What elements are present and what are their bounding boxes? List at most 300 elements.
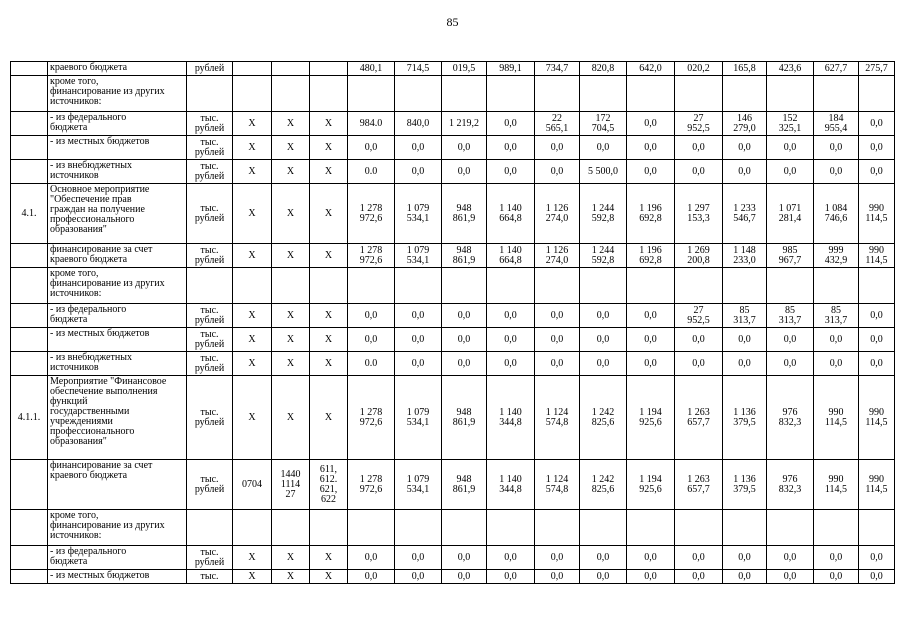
value-cell (814, 76, 859, 112)
code-cell: X (310, 160, 348, 184)
value-cell (814, 510, 859, 546)
value-cell: 0,0 (627, 328, 675, 352)
value-cell: 152 325,1 (767, 112, 814, 136)
row-number-cell (11, 268, 48, 304)
value-cell: 275,7 (859, 62, 895, 76)
value-cell: 0,0 (487, 546, 535, 570)
value-cell: 0,0 (535, 304, 580, 328)
value-cell: 1 136 379,5 (723, 376, 767, 460)
row-name-cell: финансирование за счет краевого бюджета (48, 244, 187, 268)
unit-cell: тыс. рублей (187, 136, 233, 160)
value-cell: 0,0 (723, 352, 767, 376)
code-cell (233, 62, 272, 76)
row-name-cell: краевого бюджета (48, 62, 187, 76)
value-cell: 840,0 (395, 112, 442, 136)
value-cell (814, 268, 859, 304)
code-cell: X (233, 244, 272, 268)
table-row (11, 304, 895, 328)
row-number-cell (11, 352, 48, 376)
value-cell: 1 263 657,7 (675, 376, 723, 460)
value-cell: 0,0 (859, 352, 895, 376)
row-number-cell: 4.1. (11, 184, 48, 244)
value-cell (627, 76, 675, 112)
row-number-cell (11, 328, 48, 352)
value-cell: 480,1 (348, 62, 395, 76)
code-cell: X (310, 570, 348, 584)
value-cell: 990 114,5 (859, 184, 895, 244)
code-cell (272, 510, 310, 546)
row-number-cell: 4.1.1. (11, 376, 48, 460)
value-cell: 734,7 (535, 62, 580, 76)
value-cell: 5 500,0 (580, 160, 627, 184)
code-cell: X (233, 546, 272, 570)
code-cell: X (233, 570, 272, 584)
value-cell: 0,0 (348, 328, 395, 352)
unit-cell: тыс. рублей (187, 112, 233, 136)
value-cell: 0,0 (580, 136, 627, 160)
unit-cell: рублей (187, 62, 233, 76)
value-cell: 165,8 (723, 62, 767, 76)
value-cell (859, 510, 895, 546)
value-cell (675, 510, 723, 546)
value-cell: 0,0 (535, 328, 580, 352)
value-cell: 948 861,9 (442, 184, 487, 244)
code-cell: 1440 1114 27 (272, 460, 310, 510)
value-cell: 1 140 664,8 (487, 244, 535, 268)
value-cell (535, 76, 580, 112)
value-cell: 020,2 (675, 62, 723, 76)
value-cell: 85 313,7 (767, 304, 814, 328)
value-cell (859, 76, 895, 112)
value-cell: 0,0 (348, 570, 395, 584)
value-cell: 1 140 344,8 (487, 376, 535, 460)
code-cell: X (310, 352, 348, 376)
value-cell: 0,0 (627, 546, 675, 570)
value-cell (442, 268, 487, 304)
value-cell: 0,0 (627, 112, 675, 136)
value-cell: 1 244 592,8 (580, 244, 627, 268)
value-cell: 0,0 (723, 546, 767, 570)
value-cell: 0,0 (723, 328, 767, 352)
unit-cell (187, 268, 233, 304)
table-row (11, 62, 895, 76)
value-cell: 1 278 972,6 (348, 376, 395, 460)
value-cell: 0,0 (627, 352, 675, 376)
value-cell: 0,0 (487, 352, 535, 376)
table-row (11, 184, 895, 244)
value-cell (395, 268, 442, 304)
value-cell (767, 510, 814, 546)
value-cell: 0,0 (487, 112, 535, 136)
value-cell (859, 268, 895, 304)
value-cell: 1 196 692,8 (627, 244, 675, 268)
value-cell: 0,0 (675, 352, 723, 376)
code-cell (310, 76, 348, 112)
table-row (11, 510, 895, 546)
value-cell: 0,0 (442, 570, 487, 584)
value-cell: 0.0 (348, 352, 395, 376)
code-cell: X (272, 160, 310, 184)
value-cell: 0,0 (627, 160, 675, 184)
code-cell: X (272, 546, 310, 570)
value-cell: 0,0 (814, 546, 859, 570)
value-cell: 0,0 (814, 570, 859, 584)
row-number-cell (11, 570, 48, 584)
value-cell: 0,0 (487, 136, 535, 160)
value-cell (723, 268, 767, 304)
value-cell: 0,0 (535, 136, 580, 160)
value-cell: 948 861,9 (442, 460, 487, 510)
value-cell: 642,0 (627, 62, 675, 76)
value-cell: 0,0 (442, 304, 487, 328)
value-cell: 0,0 (767, 136, 814, 160)
code-cell (233, 510, 272, 546)
table-row (11, 570, 895, 584)
value-cell (348, 268, 395, 304)
value-cell: 1 079 534,1 (395, 184, 442, 244)
value-cell: 948 861,9 (442, 244, 487, 268)
value-cell: 0,0 (767, 160, 814, 184)
value-cell (442, 76, 487, 112)
table-row (11, 136, 895, 160)
value-cell: 22 565,1 (535, 112, 580, 136)
table-row (11, 328, 895, 352)
value-cell: 0,0 (767, 328, 814, 352)
code-cell: X (233, 112, 272, 136)
code-cell: X (310, 328, 348, 352)
table-row (11, 460, 895, 510)
value-cell: 985 967,7 (767, 244, 814, 268)
value-cell (675, 268, 723, 304)
code-cell: X (272, 112, 310, 136)
value-cell: 1 194 925,6 (627, 460, 675, 510)
value-cell: 0,0 (395, 160, 442, 184)
value-cell: 0.0 (348, 160, 395, 184)
value-cell (442, 510, 487, 546)
value-cell: 184 955,4 (814, 112, 859, 136)
value-cell: 0,0 (627, 570, 675, 584)
value-cell: 0,0 (859, 304, 895, 328)
code-cell: X (233, 136, 272, 160)
code-cell: 0704 (233, 460, 272, 510)
value-cell: 0,0 (859, 546, 895, 570)
value-cell: 0,0 (535, 546, 580, 570)
value-cell: 1 233 546,7 (723, 184, 767, 244)
value-cell (580, 268, 627, 304)
code-cell: X (272, 304, 310, 328)
value-cell: 0,0 (814, 136, 859, 160)
value-cell: 820,8 (580, 62, 627, 76)
value-cell: 0,0 (395, 136, 442, 160)
value-cell: 0,0 (348, 304, 395, 328)
value-cell (487, 268, 535, 304)
value-cell: 0,0 (487, 304, 535, 328)
row-number-cell (11, 510, 48, 546)
value-cell: 0,0 (442, 546, 487, 570)
value-cell: 0,0 (723, 136, 767, 160)
value-cell: 0,0 (859, 112, 895, 136)
table-row (11, 376, 895, 460)
value-cell: 27 952,5 (675, 112, 723, 136)
code-cell: X (310, 184, 348, 244)
row-number-cell (11, 62, 48, 76)
value-cell: 714,5 (395, 62, 442, 76)
value-cell: 1 196 692,8 (627, 184, 675, 244)
value-cell: 0,0 (580, 352, 627, 376)
row-name-cell: Мероприятие "Финансовое обеспечение выполнения функций государственными учреждениями профессионального образования" (48, 376, 187, 460)
value-cell: 976 832,3 (767, 376, 814, 460)
value-cell: 1 244 592,8 (580, 184, 627, 244)
row-name-cell: Основное мероприятие "Обеспечение прав граждан на получение профессионального образования" (48, 184, 187, 244)
code-cell: X (272, 328, 310, 352)
row-number-cell (11, 546, 48, 570)
value-cell: 627,7 (814, 62, 859, 76)
value-cell: 0,0 (627, 304, 675, 328)
unit-cell: тыс. рублей (187, 160, 233, 184)
unit-cell: тыс. (187, 570, 233, 584)
unit-cell (187, 76, 233, 112)
row-name-cell: финансирование за счет краевого бюджета (48, 460, 187, 510)
code-cell: X (272, 352, 310, 376)
row-name-cell: - из местных бюджетов (48, 328, 187, 352)
value-cell: 0,0 (675, 160, 723, 184)
code-cell: X (310, 112, 348, 136)
row-name-cell: - из федерального бюджета (48, 304, 187, 328)
value-cell: 990 114,5 (859, 244, 895, 268)
unit-cell: тыс. рублей (187, 184, 233, 244)
row-name-cell: - из местных бюджетов (48, 136, 187, 160)
value-cell: 1 079 534,1 (395, 244, 442, 268)
value-cell: 1 278 972,6 (348, 244, 395, 268)
code-cell: X (310, 136, 348, 160)
value-cell: 0,0 (535, 352, 580, 376)
code-cell: X (272, 570, 310, 584)
value-cell: 0,0 (535, 570, 580, 584)
value-cell (348, 510, 395, 546)
value-cell: 1 219,2 (442, 112, 487, 136)
value-cell: 146 279,0 (723, 112, 767, 136)
row-number-cell (11, 160, 48, 184)
value-cell: 0,0 (814, 160, 859, 184)
value-cell (627, 268, 675, 304)
value-cell: 1 194 925,6 (627, 376, 675, 460)
value-cell (535, 510, 580, 546)
code-cell (233, 268, 272, 304)
value-cell: 1 126 274,0 (535, 184, 580, 244)
row-name-cell: - из федерального бюджета (48, 546, 187, 570)
value-cell: 0,0 (675, 570, 723, 584)
value-cell: 1 263 657,7 (675, 460, 723, 510)
code-cell: X (272, 184, 310, 244)
unit-cell (187, 510, 233, 546)
budget-table (10, 61, 895, 584)
value-cell: 0,0 (627, 136, 675, 160)
value-cell: 0,0 (487, 570, 535, 584)
code-cell: X (233, 352, 272, 376)
row-name-cell: кроме того, финансирование из других источников: (48, 510, 187, 546)
value-cell: 0,0 (395, 570, 442, 584)
value-cell: 990 114,5 (814, 376, 859, 460)
value-cell: 1 079 534,1 (395, 376, 442, 460)
code-cell (310, 62, 348, 76)
code-cell (310, 268, 348, 304)
row-number-cell (11, 136, 48, 160)
value-cell: 990 114,5 (814, 460, 859, 510)
value-cell: 1 278 972,6 (348, 184, 395, 244)
row-name-cell: кроме того, финансирование из других источников: (48, 268, 187, 304)
unit-cell: тыс. рублей (187, 546, 233, 570)
code-cell: 611, 612. 621, 622 (310, 460, 348, 510)
value-cell (348, 76, 395, 112)
value-cell: 0,0 (675, 546, 723, 570)
value-cell: 0,0 (859, 570, 895, 584)
code-cell: X (310, 244, 348, 268)
value-cell (675, 76, 723, 112)
code-cell (272, 62, 310, 76)
value-cell (723, 510, 767, 546)
code-cell: X (233, 184, 272, 244)
code-cell: X (310, 376, 348, 460)
value-cell (395, 510, 442, 546)
value-cell: 0,0 (859, 160, 895, 184)
value-cell: 999 432,9 (814, 244, 859, 268)
value-cell: 948 861,9 (442, 376, 487, 460)
value-cell: 423,6 (767, 62, 814, 76)
table-row (11, 160, 895, 184)
value-cell: 1 297 153,3 (675, 184, 723, 244)
row-name-cell: кроме того, финансирование из других источников: (48, 76, 187, 112)
value-cell: 0,0 (580, 328, 627, 352)
value-cell (535, 268, 580, 304)
code-cell: X (233, 304, 272, 328)
value-cell (767, 268, 814, 304)
code-cell: X (310, 304, 348, 328)
value-cell: 172 704,5 (580, 112, 627, 136)
value-cell: 0,0 (395, 546, 442, 570)
value-cell: 0,0 (675, 136, 723, 160)
value-cell (487, 76, 535, 112)
unit-cell: тыс. рублей (187, 328, 233, 352)
row-name-cell: - из местных бюджетов (48, 570, 187, 584)
value-cell: 0,0 (675, 328, 723, 352)
value-cell: 984.0 (348, 112, 395, 136)
value-cell: 1 140 664,8 (487, 184, 535, 244)
value-cell: 1 084 746,6 (814, 184, 859, 244)
value-cell: 1 242 825,6 (580, 376, 627, 460)
value-cell: 0,0 (487, 328, 535, 352)
value-cell: 1 124 574,8 (535, 376, 580, 460)
value-cell: 990 114,5 (859, 376, 895, 460)
value-cell: 1 124 574,8 (535, 460, 580, 510)
value-cell: 0,0 (442, 352, 487, 376)
page-number: 85 (446, 15, 459, 29)
value-cell: 1 269 200,8 (675, 244, 723, 268)
row-number-cell (11, 460, 48, 510)
table-row (11, 244, 895, 268)
code-cell (272, 76, 310, 112)
value-cell: 990 114,5 (859, 460, 895, 510)
row-name-cell: - из внебюджетных источников (48, 160, 187, 184)
row-name-cell: - из федерального бюджета (48, 112, 187, 136)
row-number-cell (11, 304, 48, 328)
code-cell (272, 268, 310, 304)
code-cell: X (233, 376, 272, 460)
row-number-cell (11, 112, 48, 136)
value-cell: 0,0 (487, 160, 535, 184)
value-cell: 0,0 (348, 136, 395, 160)
value-cell (487, 510, 535, 546)
value-cell: 27 952,5 (675, 304, 723, 328)
code-cell: X (272, 136, 310, 160)
value-cell: 0,0 (395, 328, 442, 352)
value-cell: 0,0 (348, 546, 395, 570)
value-cell: 1 140 344,8 (487, 460, 535, 510)
row-name-cell: - из внебюджетных источников (48, 352, 187, 376)
row-number-cell (11, 244, 48, 268)
code-cell: X (272, 244, 310, 268)
value-cell: 1 079 534,1 (395, 460, 442, 510)
table-row (11, 352, 895, 376)
value-cell: 0,0 (767, 352, 814, 376)
value-cell: 0,0 (580, 570, 627, 584)
value-cell (767, 76, 814, 112)
value-cell (580, 510, 627, 546)
row-number-cell (11, 76, 48, 112)
table-row (11, 112, 895, 136)
value-cell: 0,0 (442, 160, 487, 184)
unit-cell: тыс. рублей (187, 460, 233, 510)
table-row (11, 546, 895, 570)
value-cell: 0,0 (442, 136, 487, 160)
value-cell: 0,0 (814, 352, 859, 376)
value-cell: 0,0 (580, 304, 627, 328)
value-cell: 85 313,7 (814, 304, 859, 328)
value-cell: 1 278 972,6 (348, 460, 395, 510)
code-cell (310, 510, 348, 546)
code-cell: X (310, 546, 348, 570)
code-cell: X (233, 328, 272, 352)
value-cell: 0,0 (535, 160, 580, 184)
table-row (11, 268, 895, 304)
value-cell: 976 832,3 (767, 460, 814, 510)
value-cell: 0,0 (767, 570, 814, 584)
value-cell: 0,0 (395, 352, 442, 376)
value-cell (395, 76, 442, 112)
value-cell: 0,0 (767, 546, 814, 570)
value-cell: 0,0 (859, 136, 895, 160)
unit-cell: тыс. рублей (187, 304, 233, 328)
table-row (11, 76, 895, 112)
unit-cell: тыс. рублей (187, 376, 233, 460)
value-cell: 0,0 (580, 546, 627, 570)
value-cell: 1 136 379,5 (723, 460, 767, 510)
unit-cell: тыс. рублей (187, 352, 233, 376)
value-cell (723, 76, 767, 112)
value-cell: 1 126 274,0 (535, 244, 580, 268)
value-cell: 019,5 (442, 62, 487, 76)
value-cell: 0,0 (814, 328, 859, 352)
value-cell: 0,0 (723, 160, 767, 184)
value-cell (580, 76, 627, 112)
value-cell: 0,0 (859, 328, 895, 352)
value-cell: 0,0 (395, 304, 442, 328)
value-cell: 0,0 (723, 570, 767, 584)
value-cell: 989,1 (487, 62, 535, 76)
value-cell: 85 313,7 (723, 304, 767, 328)
code-cell: X (233, 160, 272, 184)
code-cell (233, 76, 272, 112)
value-cell: 1 148 233,0 (723, 244, 767, 268)
